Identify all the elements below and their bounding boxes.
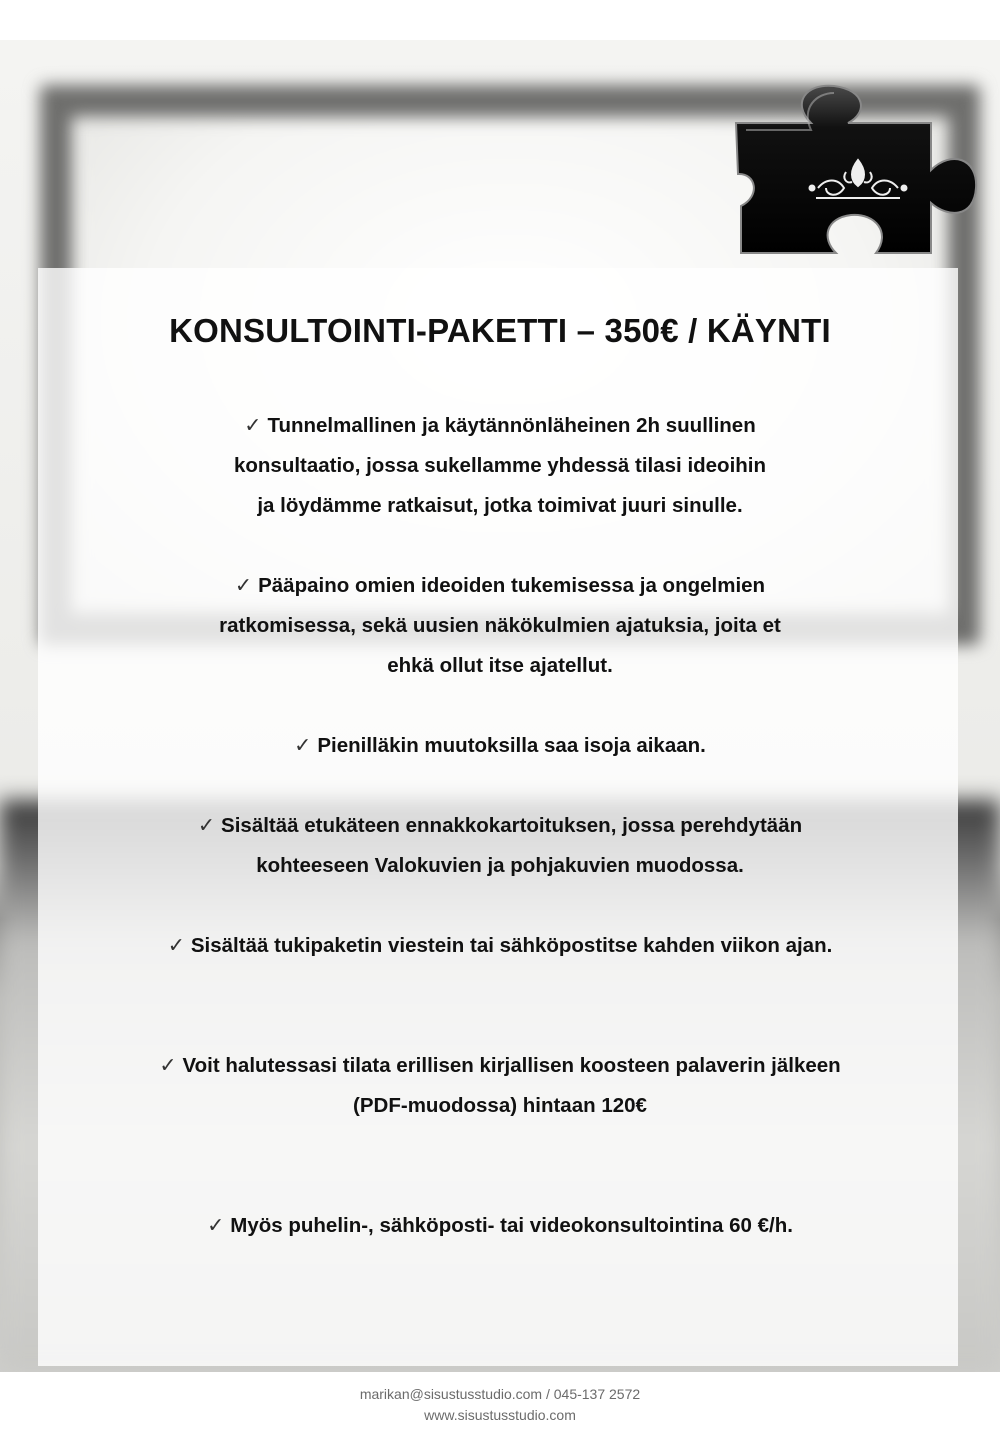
list-item [40, 1206, 960, 1246]
list-item-line: ✓ Sisältää tukipaketin viestein tai sähköpostitse kahden viikon ajan. [167, 934, 833, 957]
check-icon: ✓ [234, 574, 253, 597]
list-item-line: kohteeseen Valokuvien ja pohjakuvien muodossa. [256, 854, 744, 877]
list-item-line: ✓ Pienilläkin muutoksilla saa isoja aikaan. [294, 734, 706, 757]
check-icon: ✓ [244, 414, 262, 437]
list-item-line: ✓ Myös puhelin-, sähköposti- tai videokonsultointina 60 €/h. [207, 1214, 793, 1237]
check-icon: ✓ [167, 934, 185, 957]
list-item-line: (PDF-muodossa) hintaan 120€ [353, 1094, 647, 1117]
footer-contact: marikan@sisustusstudio.com / 045-137 2572 [359, 1386, 641, 1402]
list-item-line: ratkomisessa, sekä uusien näkökulmien ajatuksia, joita et [219, 614, 781, 637]
list-item-line: ✓ Pääpaino omien ideoiden tukemisessa ja ongelmien [234, 574, 766, 597]
page-title: KONSULTOINTI-PAKETTI – 350€ / KÄYNTI [169, 312, 831, 349]
list-item-line: ✓ Tunnelmallinen ja käytännönläheinen 2h suullinen [244, 414, 756, 437]
check-icon: ✓ [294, 734, 312, 757]
list-item-line: ja löydämme ratkaisut, jotka toimivat juuri sinulle. [257, 494, 743, 517]
list-item [40, 926, 960, 966]
check-icon: ✓ [159, 1054, 177, 1077]
list-item-line: konsultaatio, jossa sukellamme yhdessä tilasi ideoihin [233, 454, 767, 477]
list-item [40, 726, 960, 766]
list-item [40, 566, 960, 686]
list-item-line: ✓ Sisältää etukäteen ennakkokartoituksen, jossa perehdytään [197, 814, 803, 837]
list-item [40, 1046, 960, 1126]
puzzle-piece-ornament-icon [726, 78, 982, 268]
check-icon: ✓ [197, 814, 216, 837]
list-item [40, 406, 960, 526]
check-icon: ✓ [207, 1214, 225, 1237]
list-item-line: ehkä ollut itse ajatellut. [387, 654, 613, 677]
list-item-line: ✓ Voit halutessasi tilata erillisen kirjallisen koosteen palaverin jälkeen [159, 1054, 841, 1077]
footer-website: www.sisustusstudio.com [424, 1407, 576, 1423]
list-item [40, 806, 960, 886]
